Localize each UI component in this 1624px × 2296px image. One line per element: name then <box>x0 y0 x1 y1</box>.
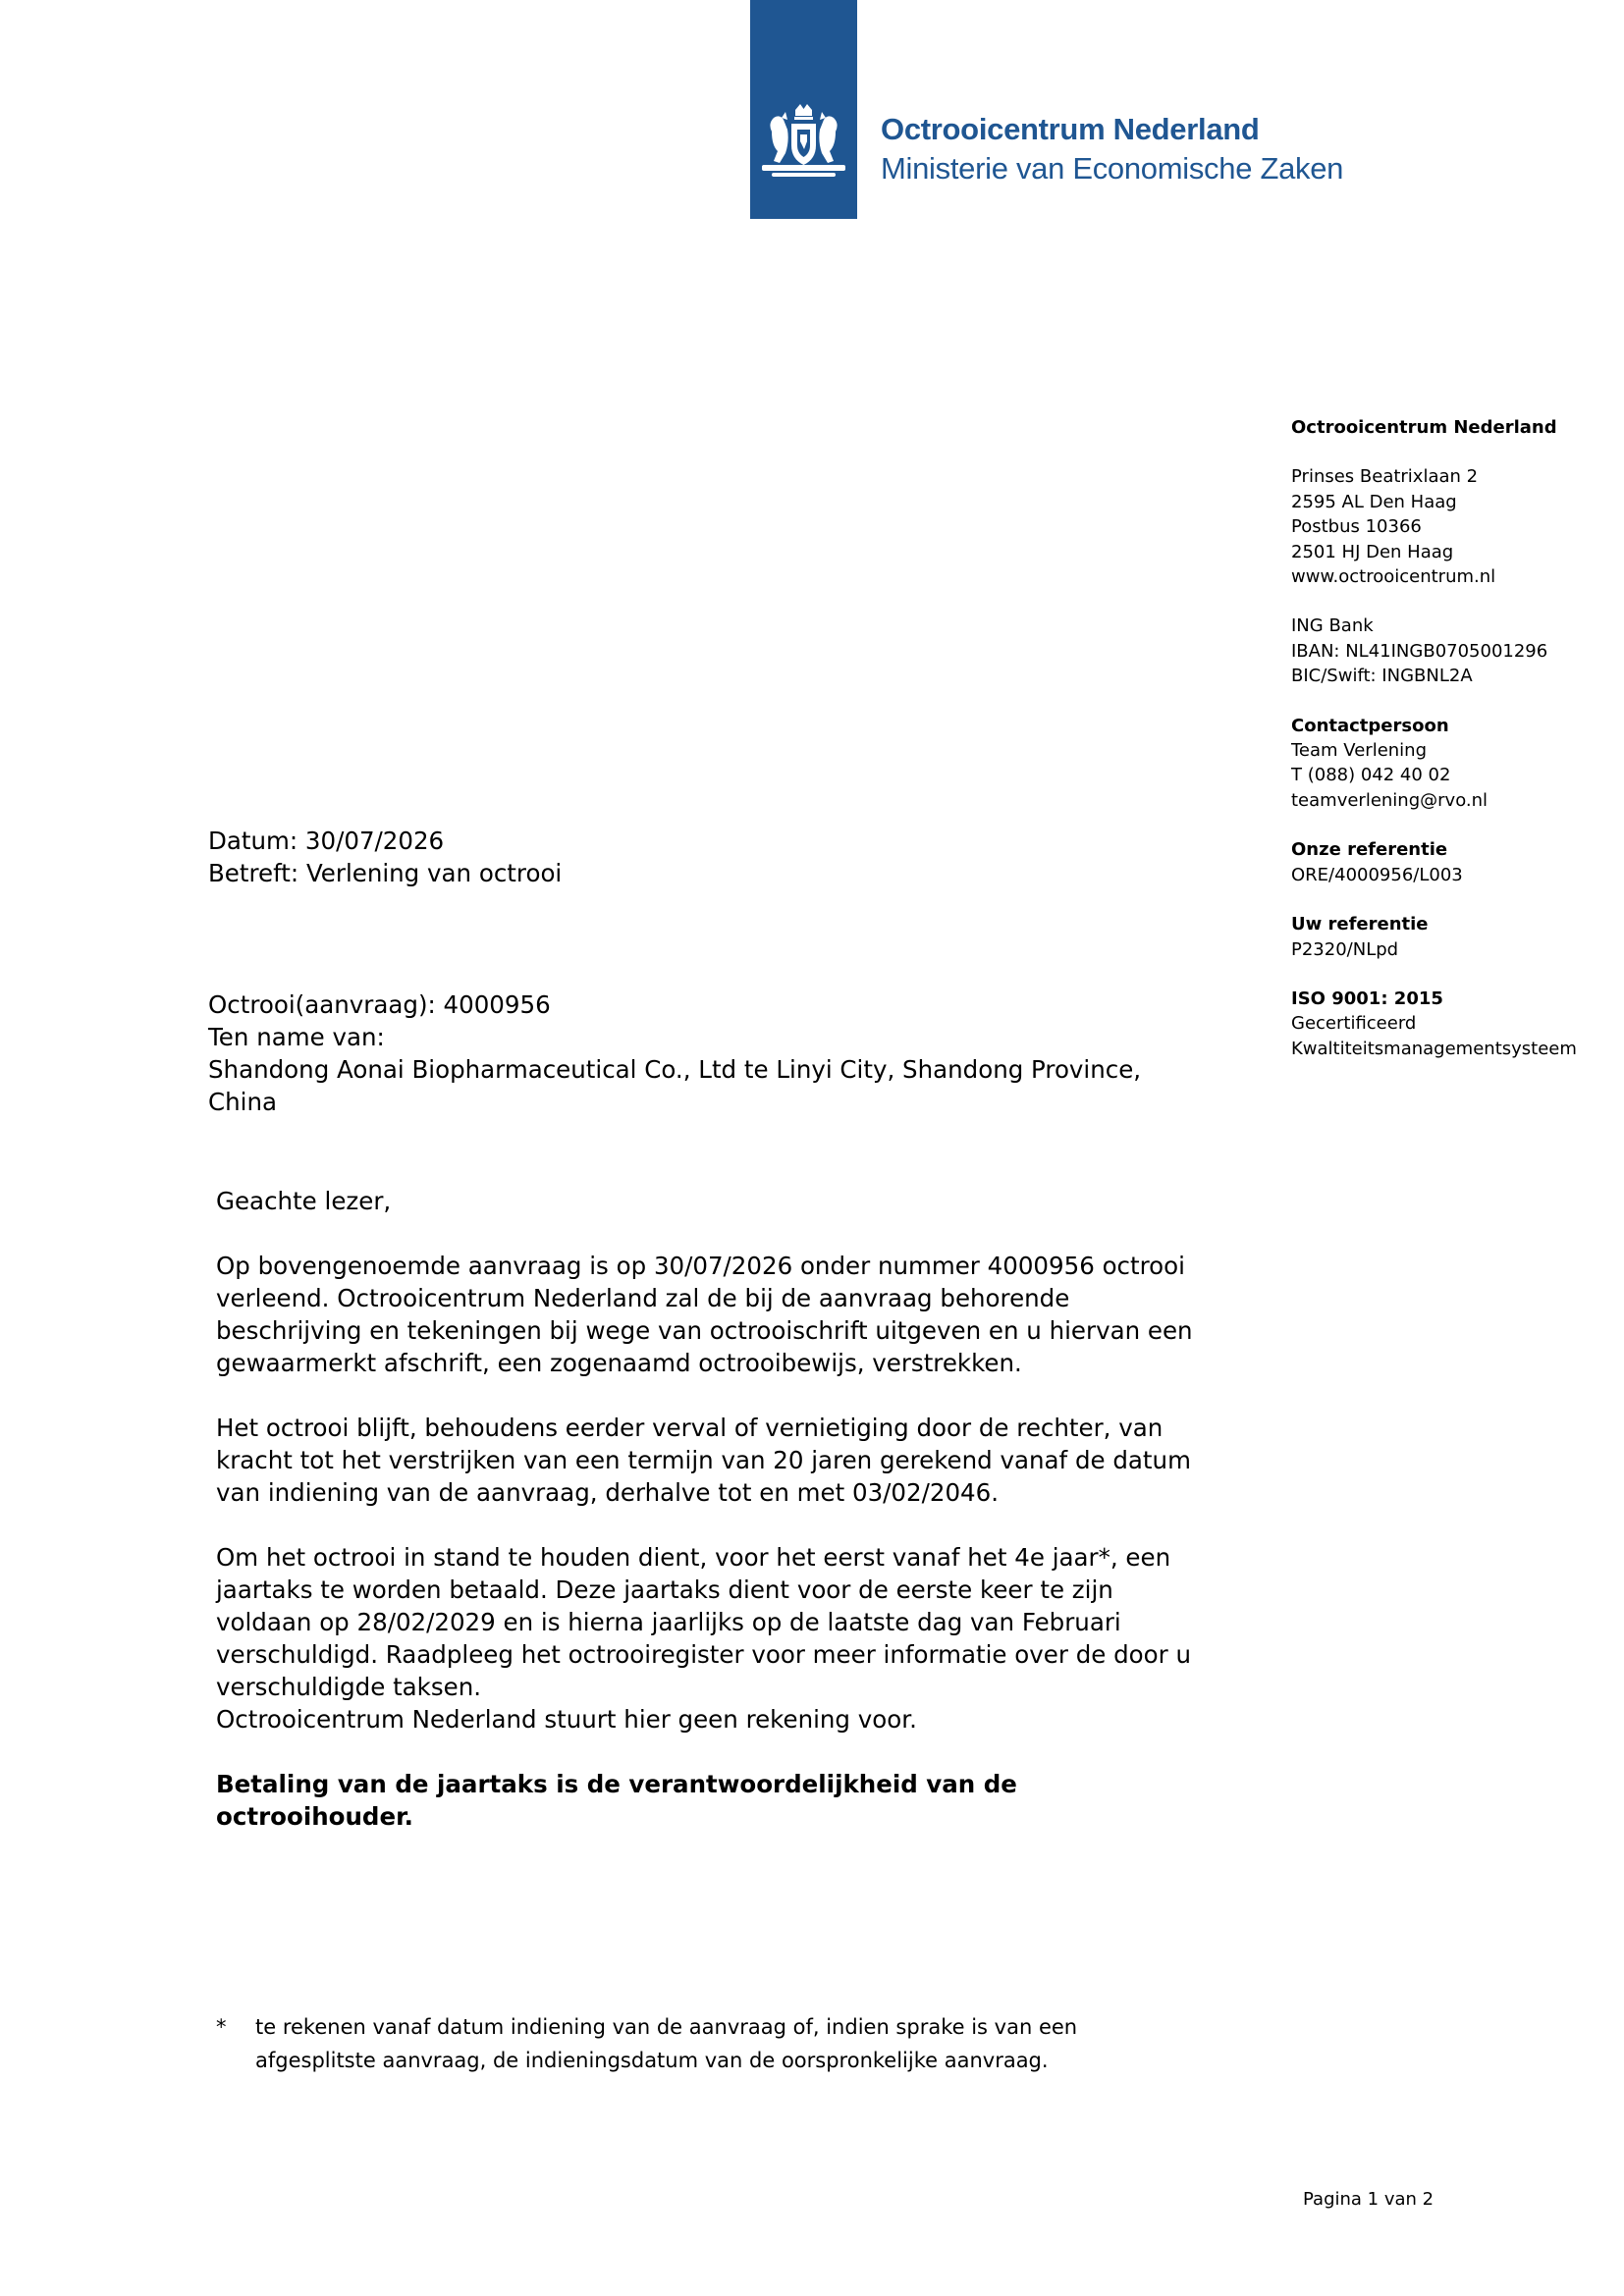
holder-line: China <box>208 1088 277 1116</box>
website: www.octrooicentrum.nl <box>1291 566 1496 588</box>
iban: IBAN: NL41INGB0705001296 <box>1291 640 1548 662</box>
paragraph-annual-fee <box>216 1541 1276 1735</box>
paragraph-term <box>216 1412 1276 1509</box>
contact-team: Team Verlening <box>1291 740 1428 762</box>
sender-info-sidebar <box>1291 415 1586 1086</box>
paragraph-line: jaartaks te worden betaald. Deze jaartaks dient voor de eerste keer te zijn <box>216 1575 1113 1604</box>
notice-line: octrooihouder. <box>216 1802 413 1831</box>
bic-swift: BIC/Swift: INGBNL2A <box>1291 666 1473 687</box>
address-line: 2595 AL Den Haag <box>1291 491 1457 512</box>
organization-name: Octrooicentrum Nederland <box>881 112 1260 146</box>
holder-line: Shandong Aonai Biopharmaceutical Co., Ltd te Linyi City, Shandong Province, <box>208 1055 1142 1084</box>
footnote-line: te rekenen vanaf datum indiening van de aanvraag of, indien sprake is van een <box>255 2015 1078 2039</box>
contact-phone: T (088) 042 40 02 <box>1291 765 1451 786</box>
sidebar-bank <box>1291 614 1586 688</box>
your-reference-value: P2320/NLpd <box>1291 938 1399 960</box>
ministry-name: Ministerie van Economische Zaken <box>881 151 1344 186</box>
paragraph-line: voldaan op 28/02/2029 en is hierna jaarlijks op de laatste dag van Februari <box>216 1608 1121 1636</box>
salutation: Geachte lezer, <box>216 1187 392 1215</box>
coat-of-arms-icon <box>758 102 849 190</box>
paragraph-line: beschrijving en tekeningen bij wege van octrooischrift uitgeven en u hiervan een <box>216 1316 1193 1345</box>
address-line: Prinses Beatrixlaan 2 <box>1291 466 1479 488</box>
paragraph-line: Het octrooi blijft, behoudens eerder verval of vernietiging door de rechter, van <box>216 1414 1164 1442</box>
sidebar-address <box>1291 464 1586 589</box>
paragraph-line: verleend. Octrooicentrum Nederland zal de bij de aanvraag behorende <box>216 1284 1070 1312</box>
address-line: Postbus 10366 <box>1291 516 1422 538</box>
footnote-line: afgesplitste aanvraag, de indieningsdatum van de oorspronkelijke aanvraag. <box>255 2049 1049 2072</box>
footnote-text <box>255 2010 1077 2077</box>
paragraph-line: kracht tot het verstrijken van een termijn van 20 jaren gerekend vanaf de datum <box>216 1446 1191 1474</box>
footnote-asterisk: * <box>216 2015 227 2039</box>
paragraph-line: van indiening van de aanvraag, derhalve tot en met 03/02/2046. <box>216 1478 1000 1507</box>
paragraph-line: gewaarmerkt afschrift, een zogenaamd octrooibewijs, verstrekken. <box>216 1349 1022 1377</box>
patent-number: Octrooi(aanvraag): 4000956 <box>208 990 551 1019</box>
bank-name: ING Bank <box>1291 615 1374 637</box>
sidebar-our-reference <box>1291 837 1586 887</box>
address-line: 2501 HJ Den Haag <box>1291 541 1454 562</box>
contact-title: Contactpersoon <box>1291 715 1449 736</box>
sidebar-your-reference <box>1291 912 1586 962</box>
notice-line: Betaling van de jaartaks is de verantwoordelijkheid van de <box>216 1770 1017 1798</box>
sidebar-org-title: Octrooicentrum Nederland <box>1291 417 1557 438</box>
our-reference-value: ORE/4000956/L003 <box>1291 864 1463 885</box>
letter-subject: Betreft: Verlening van octrooi <box>208 859 563 887</box>
letter-header <box>208 825 562 889</box>
iso-line: Kwaltiteitsmanagementsysteem <box>1291 1038 1577 1059</box>
page-number: Pagina 1 van 2 <box>1303 2189 1435 2210</box>
paragraph-line: Op bovengenoemde aanvraag is op 30/07/2026 onder nummer 4000956 octrooi <box>216 1252 1185 1280</box>
logo-bar <box>750 0 857 219</box>
contact-email: teamverlening@rvo.nl <box>1291 789 1489 811</box>
sidebar-iso <box>1291 987 1586 1061</box>
our-reference-title: Onze referentie <box>1291 839 1448 861</box>
in-name-of-label: Ten name van: <box>208 1023 385 1051</box>
paragraph-line: Om het octrooi in stand te houden dient, voor het eerst vanaf het 4e jaar*, een <box>216 1543 1171 1572</box>
letter-date: Datum: 30/07/2026 <box>208 827 445 855</box>
iso-line: Gecertificeerd <box>1291 1013 1417 1035</box>
sidebar-contact <box>1291 714 1586 814</box>
paragraph-grant <box>216 1250 1276 1379</box>
paragraph-line: verschuldigde taksen. <box>216 1673 482 1701</box>
paragraph-line: verschuldigd. Raadpleeg het octrooiregister voor meer informatie over de door u <box>216 1640 1192 1669</box>
paragraph-line: Octrooicentrum Nederland stuurt hier geen rekening voor. <box>216 1705 917 1734</box>
bold-notice <box>216 1768 1276 1833</box>
addressee-block <box>208 988 1141 1118</box>
iso-title: ISO 9001: 2015 <box>1291 988 1443 1009</box>
letter-body <box>216 1185 1276 1865</box>
your-reference-title: Uw referentie <box>1291 914 1429 935</box>
